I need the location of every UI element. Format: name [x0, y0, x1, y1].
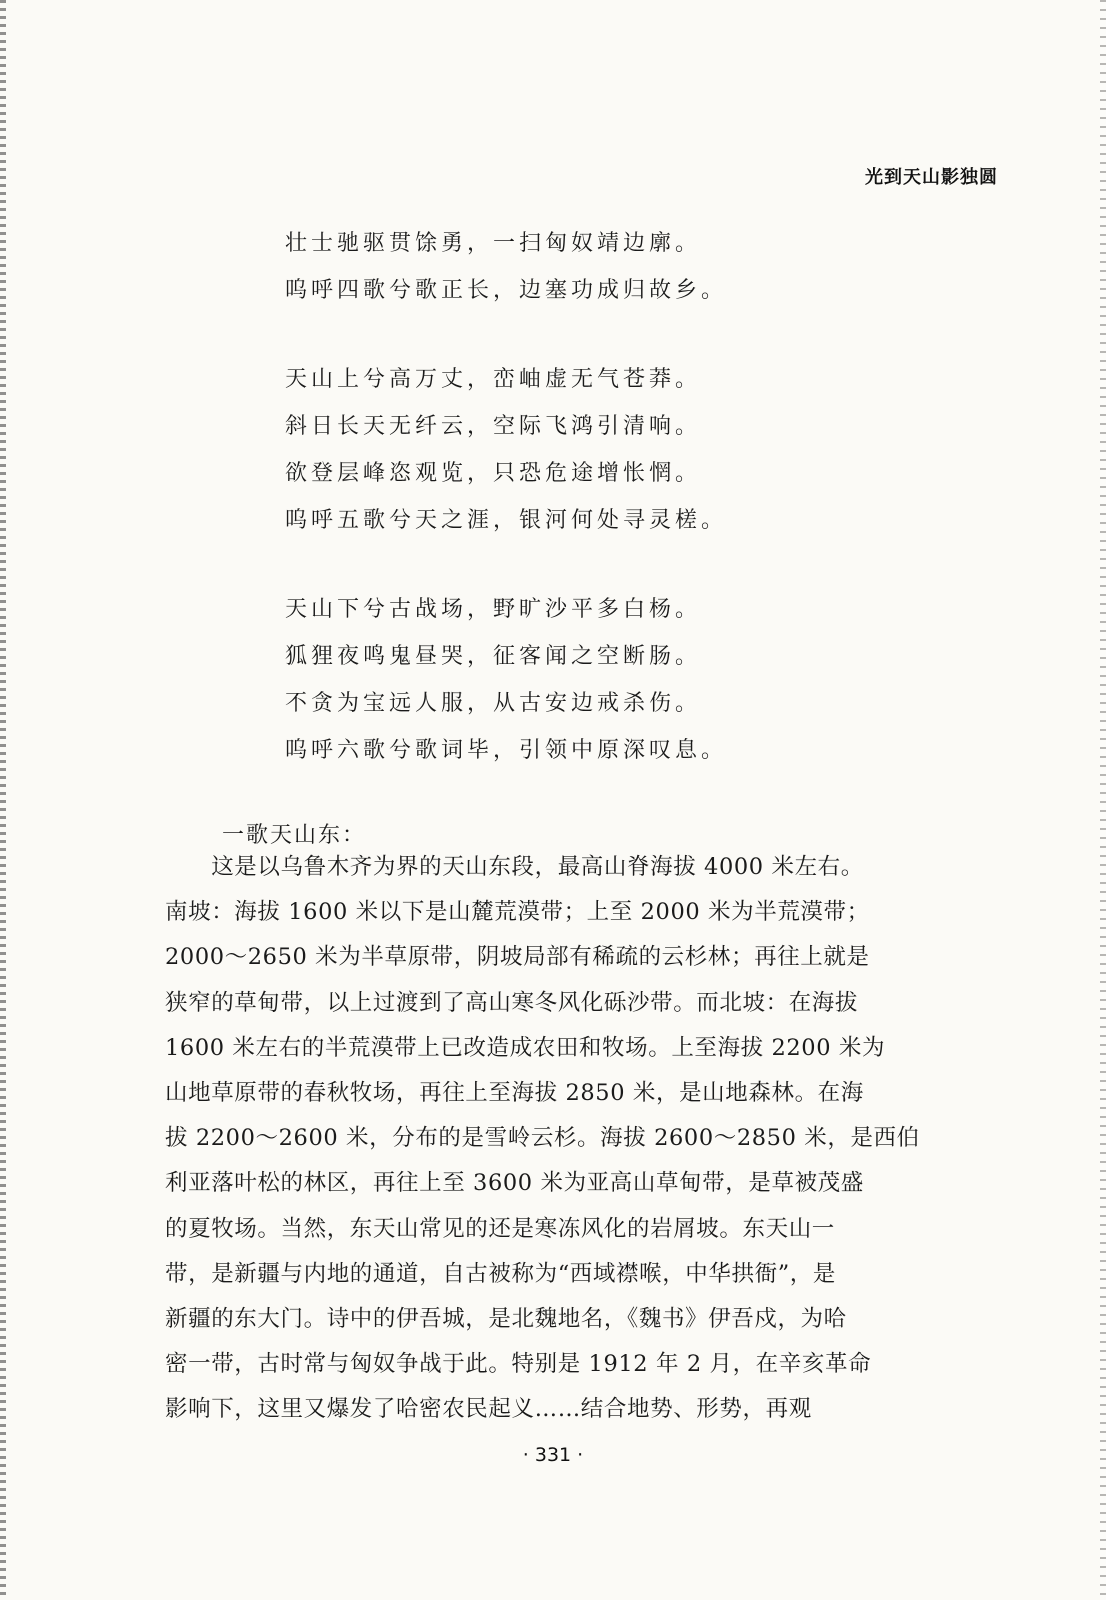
body-line: 2000～2650 米为半草原带，阴坡局部有稀疏的云杉林；再往上就是 [165, 944, 870, 971]
poem-line: 天山下兮古战场，野旷沙平多白杨。 [285, 597, 702, 622]
body-line: 影响下，这里又爆发了哈密农民起义……结合地势、形势，再观 [165, 1396, 812, 1423]
body-line: 拔 2200～2600 米，分布的是雪岭云杉。海拔 2600～2850 米，是西伯 [165, 1125, 920, 1152]
body-line: 新疆的东大门。诗中的伊吾城，是北魏地名，《魏书》伊吾戍，为哈 [165, 1306, 847, 1333]
poem-line: 呜呼六歌兮歌词毕，引领中原深叹息。 [285, 738, 728, 763]
poem-line: 狐狸夜鸣鬼昼哭，征客闻之空断肠。 [285, 644, 702, 669]
body-paragraph [165, 845, 975, 1433]
poem-line: 呜呼四歌兮歌正长，边塞功成归故乡。 [285, 278, 728, 303]
body-line: 带，是新疆与内地的通道，自古被称为“西域襟喉，中华拱衙”，是 [165, 1260, 837, 1287]
poem-stanza [285, 356, 1005, 544]
body-line: 这是以乌鲁木齐为界的天山东段，最高山脊海拔 4000 米左右。 [165, 854, 864, 880]
body-line: 1600 米左右的半荒漠带上已改造成农田和牧场。上至海拔 2200 米为 [165, 1034, 886, 1061]
poem-line: 呜呼五歌兮天之涯，银河何处寻灵槎。 [285, 508, 728, 533]
body-line: 南坡：海拔 1600 米以下是山麓荒漠带；上至 2000 米为半荒漠带； [165, 899, 870, 926]
torn-right-edge [1100, 0, 1106, 1600]
body-line: 的夏牧场。当然，东天山常见的还是寒冻风化的岩屑坡。东天山一 [165, 1215, 835, 1242]
torn-left-edge [0, 0, 6, 1600]
poem-line: 不贪为宝远人服，从古安边戒杀伤。 [285, 691, 702, 716]
running-head: 光到天山影独圆 [865, 167, 998, 188]
poem-line: 壮士驰驱贯馀勇，一扫匈奴靖边廓。 [285, 231, 702, 256]
body-line: 狭窄的草甸带，以上过渡到了高山寒冬风化砾沙带。而北坡：在海拔 [165, 989, 859, 1016]
body-line: 利亚落叶松的林区，再往上至 3600 米为亚高山草甸带，是草被茂盛 [165, 1170, 864, 1197]
body-line: 山地草原带的春秋牧场，再往上至海拔 2850 米，是山地森林。在海 [165, 1080, 864, 1107]
poem-stanza [285, 586, 1005, 774]
page-number: · 331 · [522, 1444, 584, 1466]
section-subhead: 一歌天山东： [222, 823, 367, 848]
body-line: 密一带，古时常与匈奴争战于此。特别是 1912 年 2 月，在辛亥革命 [165, 1351, 872, 1378]
poem-line: 天山上兮高万丈，峦岫虚无气苍莽。 [285, 367, 702, 392]
poem-stanza [285, 220, 1005, 314]
poem-line: 欲登层峰恣观览，只恐危途增怅惘。 [285, 461, 702, 486]
poem [285, 220, 1005, 816]
poem-line: 斜日长天无纤云，空际飞鸿引清响。 [285, 414, 702, 439]
